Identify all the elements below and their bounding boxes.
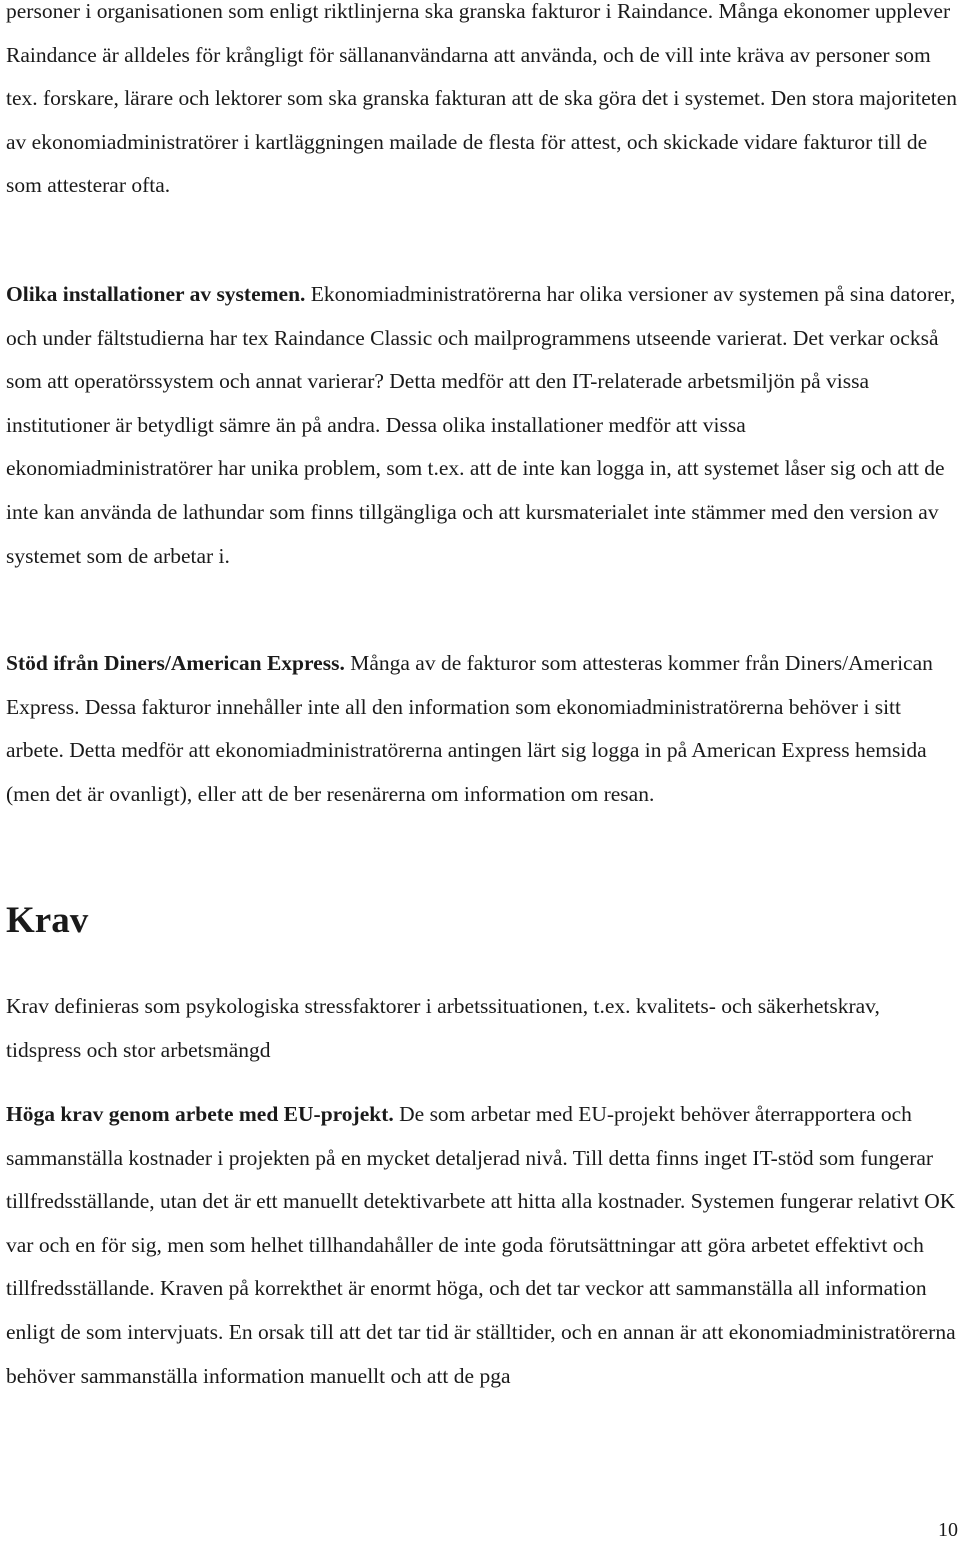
installations-text: Ekonomiadministratörerna har olika versioner av systemen på sina datorer, och under fältstudierna har tex Raindance Classic och mailprogrammens utseende varierat. Det verkar också som att operatörssystem och annat varierar? Detta medför att den IT-relaterade arbetsmiljön på vissa institutioner är betydligt sämre än på andra. Dessa olika installationer medför att vissa ekonomiadministratörer har unika problem, som t.ex. att de inte kan logga in, att systemet låser sig och att de inte kan använda de lathundar som finns tillgängliga och att kursmaterialet inte stämmer med den version av systemet som de arbetar i. — [6, 282, 956, 568]
paragraph-installations — [6, 273, 956, 578]
page-number: 10 — [938, 1519, 958, 1541]
eu-lead: Höga krav genom arbete med EU-projekt. — [6, 1102, 394, 1126]
section-heading-krav: Krav — [6, 900, 89, 941]
installations-lead: Olika installationer av systemen. — [6, 282, 306, 306]
paragraph-diners — [6, 642, 956, 816]
paragraph-intro: personer i organisationen som enligt riktlinjerna ska granska fakturor i Raindance. Många ekonomer upplever Raindance är alldeles för krångligt för sällananvändarna att använda, och de vill inte kräva av personer som tex. forskare, lärare och lektorer som ska granska fakturan att de ska göra det i systemet. Den stora majoriteten av ekonomiadministratörer i kartläggningen mailade de flesta för attest, och skickade vidare fakturor till de som attesterar ofta. — [6, 0, 958, 198]
diners-lead: Stöd ifrån Diners/American Express. — [6, 651, 345, 675]
paragraph-eu-projekt — [6, 1093, 960, 1398]
diners-text: Många av de fakturor som attesteras kommer från Diners/American Express. Dessa fakturor innehåller inte all den information som ekonomiadministratörerna behöver i sitt arbete. Detta medför att ekonomiadministratörerna antingen lärt sig logga in på American Express hemsida (men det är ovanligt), eller att de ber resenärerna om information om resan. — [6, 651, 933, 806]
eu-text: De som arbetar med EU-projekt behöver återrapportera och sammanställa kostnader i projekten på en mycket detaljerad nivå. Till detta finns inget IT-stöd som fungerar tillfredsställande, utan det är ett manuellt detektivarbete att hitta alla kostnader. Systemen fungerar relativt OK var och en för sig, men som helhet tillhandahåller de inte goda förutsättningar att göra arbetet effektivt och tillfredsställande. Kraven på korrekthet är enormt höga, och det tar veckor att sammanställa all information enligt de som intervjuats. En orsak till att det tar tid är ställtider, och en annan är att ekonomiadministratörerna behöver sammanställa information manuellt och att de pga — [6, 1102, 956, 1388]
paragraph-krav-definition: Krav definieras som psykologiska stressfaktorer i arbetssituationen, t.ex. kvalitets- och säkerhetskrav, tidspress och stor arbetsmängd — [6, 994, 880, 1062]
